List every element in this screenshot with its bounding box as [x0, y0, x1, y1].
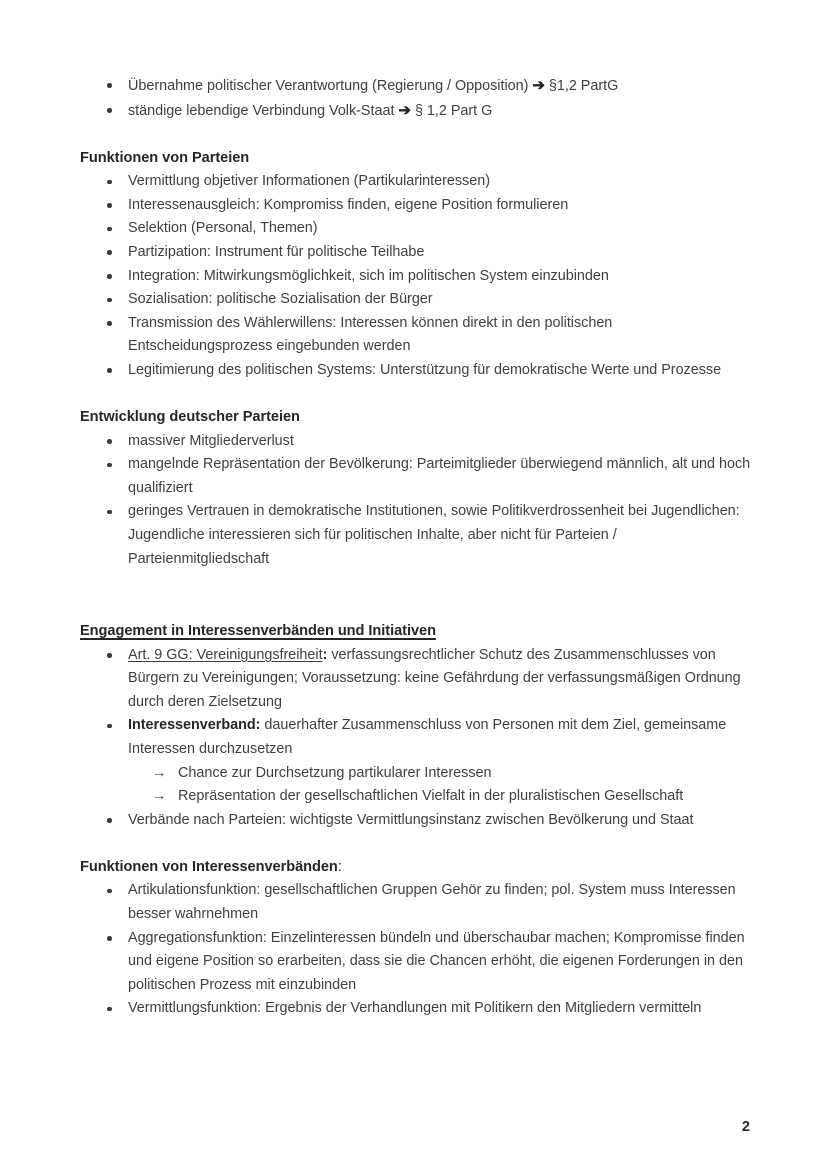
engagement-list-continued	[80, 809, 752, 833]
engagement-sub-list	[80, 762, 752, 809]
list-item	[80, 997, 752, 1021]
arrow-right-icon: →	[152, 788, 167, 805]
bullet-dot-icon	[107, 274, 112, 279]
list-item	[80, 194, 752, 218]
bullet-dot-icon	[107, 180, 112, 185]
list-item-label: Chance zur Durchsetzung partikularer Interessen	[178, 764, 492, 781]
list-item	[80, 927, 752, 998]
list-item-label: Legitimierung des politischen Systems: Unterstützung für demokratische Werte und Prozesse	[128, 361, 722, 378]
list-item-label: massiver Mitgliederverlust	[128, 432, 294, 449]
bullet-dot-icon	[107, 936, 112, 941]
bullet-text-before: Übernahme politischer Verantwortung (Regierung / Opposition)	[128, 78, 533, 94]
bullet-dot-icon	[107, 227, 112, 232]
list-item	[80, 217, 752, 241]
page-title	[80, 856, 752, 880]
bullet-text-after: § 1,2 Part G	[410, 102, 493, 119]
spacer	[80, 832, 752, 856]
list-item	[80, 74, 752, 99]
bullet-dot-icon	[107, 108, 112, 113]
list-item	[80, 762, 752, 786]
bullet-text-before: ständige lebendige Verbindung Volk-Staat	[128, 102, 399, 119]
list-item-label: Selektion (Personal, Themen)	[128, 220, 318, 237]
spacer	[80, 383, 752, 407]
list-item-label: Transmission des Wählerwillens: Interessen können direkt in den politischen Entscheidungsprozess eingebunden werden	[128, 314, 613, 355]
list-item-label: Vermittlungsfunktion: Ergebnis der Verhandlungen mit Politikern den Mitgliedern vermitteln	[128, 1000, 702, 1017]
list-item	[80, 809, 752, 833]
bullet-dot-icon	[107, 368, 112, 373]
list-item	[80, 170, 752, 194]
list-item	[80, 99, 752, 124]
list-item-label: geringes Vertrauen in demokratische Institutionen, sowie Politikverdrossenheit bei Jugendlichen: Jugendliche interessieren sich für politischen Inhalte, aber nicht für Parteien / Parteienmitgliedschaft	[128, 503, 740, 567]
arrow-right-icon: ➔	[398, 101, 411, 119]
list-item	[80, 359, 752, 383]
list-item-label: Verbände nach Parteien: wichtigste Vermittlungsinstanz zwischen Bevölkerung und Staat	[128, 811, 694, 828]
list-item	[80, 785, 752, 809]
list-item	[80, 430, 752, 454]
list-item-label: Interessenausgleich: Kompromiss finden, eigene Position formulieren	[128, 196, 569, 213]
bullet-dot-icon	[107, 653, 112, 658]
bullet-dot-icon	[107, 83, 112, 88]
page-title: Engagement in Interessenverbänden und Initiativen	[80, 623, 436, 640]
spacer	[80, 123, 752, 147]
arrow-right-icon: →	[152, 764, 167, 781]
page-number: 2	[741, 1119, 750, 1135]
list-item-label: verfassungsrechtlicher Schutz des Zusammenschlusses von Bürgern zu Vereinigungen; Voraussetzung: keine Gefährdung der verfassungsmäßigen Ordnung durch deren Zielsetzung	[128, 646, 741, 710]
funktionen-verbaende-list	[80, 879, 752, 1021]
page-title: Funktionen von Parteien	[80, 149, 250, 166]
list-item-label: Artikulationsfunktion: gesellschaftlichen Gruppen Gehör zu finden; pol. System muss Interessen besser wahrnehmen	[128, 882, 736, 922]
list-item-label: mangelnde Repräsentation der Bevölkerung: Parteimitglieder überwiegend männlich, alt und hoch qualifiziert	[128, 456, 751, 496]
page-title: Entwicklung deutscher Parteien	[80, 409, 300, 426]
list-item-label: Vermittlung objetiver Informationen (Partikularinteressen)	[128, 173, 490, 190]
list-item-label: Integration: Mitwirkungsmöglichkeit, sich im politischen System einzubinden	[128, 267, 609, 284]
list-item	[80, 879, 752, 926]
bullet-dot-icon	[107, 439, 112, 444]
heading-text: Funktionen von Interessenverbänden	[80, 858, 338, 875]
list-item-label: Repräsentation der gesellschaftlichen Vielfalt in der pluralistischen Gesellschaft	[178, 788, 684, 805]
bullet-dot-icon	[107, 250, 112, 255]
list-item-label: dauerhafter Zusammenschluss von Personen mit dem Ziel, gemeinsame Interessen durchzusetzen	[128, 717, 727, 757]
intro-bullet-list	[80, 74, 752, 123]
list-item	[80, 265, 752, 289]
list-item	[80, 312, 752, 359]
list-item	[80, 500, 752, 571]
engagement-list	[80, 644, 752, 762]
bullet-dot-icon	[107, 889, 112, 894]
list-item	[80, 714, 752, 761]
list-item	[80, 644, 752, 715]
list-item-lead: Art. 9 GG: Vereinigungsfreiheit	[128, 646, 323, 663]
list-item-colon: :	[255, 717, 261, 734]
bullet-dot-icon	[107, 510, 112, 515]
bullet-text-after: §1,2 PartG	[544, 78, 619, 94]
bullet-dot-icon	[107, 1007, 112, 1012]
bullet-dot-icon	[107, 724, 112, 729]
list-item-label: Sozialisation: politische Sozialisation der Bürger	[128, 291, 433, 308]
spacer	[80, 571, 752, 620]
list-item-lead: Interessenverband	[128, 717, 256, 734]
list-item-label: Partizipation: Instrument für politische Teilhabe	[128, 243, 425, 260]
bullet-dot-icon	[107, 203, 112, 208]
list-item	[80, 453, 752, 500]
list-item	[80, 241, 752, 265]
document-content	[80, 74, 752, 1021]
bullet-dot-icon	[107, 463, 112, 468]
funktionen-parteien-list	[80, 170, 752, 382]
arrow-right-icon: ➔	[532, 77, 545, 94]
list-item-colon: :	[322, 646, 328, 663]
bullet-dot-icon	[107, 818, 112, 823]
list-item-label: Aggregationsfunktion: Einzelinteressen bündeln und überschaubar machen; Kompromisse finden und eigene Position so erarbeiten, dass sie die Chancen erhöht, die eigenen Forderungen in den politischen Prozess mit einzubinden	[128, 929, 745, 993]
heading-colon: :	[337, 858, 342, 875]
bullet-dot-icon	[107, 321, 112, 326]
list-item	[80, 288, 752, 312]
entwicklung-parteien-list	[80, 430, 752, 572]
bullet-dot-icon	[107, 298, 112, 303]
